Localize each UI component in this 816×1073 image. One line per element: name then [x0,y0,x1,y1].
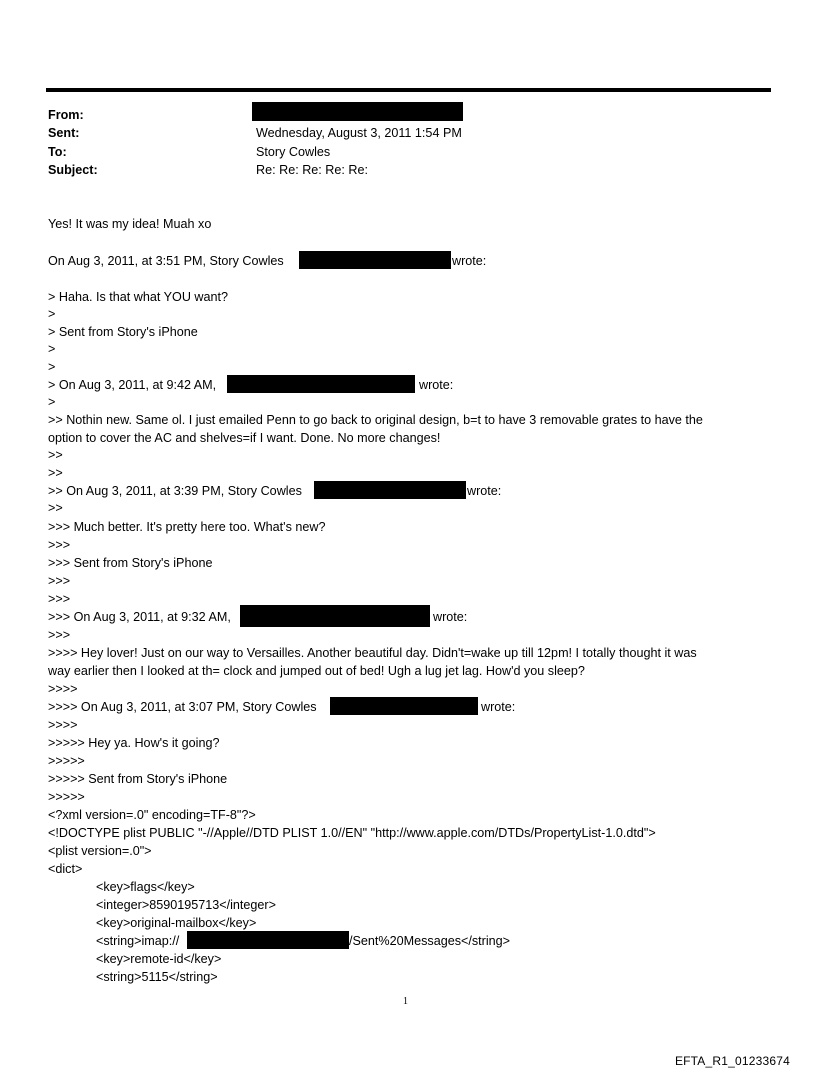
body-line: wrote: [419,378,454,392]
redacted-email [330,697,478,715]
body-line: >>> [48,592,71,606]
body-line: On Aug 3, 2011, at 3:51 PM, Story Cowles [48,254,284,268]
to-value: Story Cowles [256,145,331,159]
body-line: <key>original-mailbox</key> [96,916,257,930]
body-line: >>>> Hey lover! Just on our way to Versailles. Another beautiful day. Didn't=wake up till 12pm! I totally thought it was [48,646,697,660]
redacted-email [227,375,415,393]
header-rule [46,88,771,92]
body-line: >>>>> [48,790,85,804]
body-line: > Sent from Story's iPhone [48,325,198,339]
body-line: way earlier then I looked at th= clock and jumped out of bed! Ugh a lug jet lag. How'd you sleep? [48,664,585,678]
from-label: From: [48,108,84,122]
body-line: >>> [48,574,71,588]
subject-value: Re: Re: Re: Re: Re: [256,163,368,177]
body-line: > On Aug 3, 2011, at 9:42 AM, [48,378,217,392]
bates-number: EFTA_R1_01233674 [674,1054,790,1068]
body-line: wrote: [452,254,487,268]
body-line: > Haha. Is that what YOU want? [48,290,229,304]
page-number: 1 [403,996,408,1007]
body-line: >> On Aug 3, 2011, at 3:39 PM, Story Cowles [48,484,302,498]
redacted-email [240,605,430,627]
body-line: >>>>> [48,754,85,768]
sent-value: Wednesday, August 3, 2011 1:54 PM [256,126,462,140]
body-line: <string>imap:// [96,934,180,948]
body-line: <dict> [48,862,83,876]
subject-label: Subject: [48,163,98,177]
body-line: > [48,395,56,409]
body-line: <key>flags</key> [96,880,195,894]
body-line: > [48,342,56,356]
body-line: >> Nothin new. Same ol. I just emailed Penn to go back to original design, b=t to have 3 removable grates to have the [48,413,703,427]
body-line: >>>>> Sent from Story's iPhone [48,772,228,786]
body-line: wrote: [433,610,468,624]
body-line: >> [48,466,63,480]
body-line: option to cover the AC and shelves=if I want. Done. No more changes! [48,431,441,445]
body-line: >>> On Aug 3, 2011, at 9:32 AM, [48,610,231,624]
redacted-from [252,102,463,121]
body-line: wrote: [467,484,502,498]
body-line: <plist version=.0"> [48,844,152,858]
body-line: >>>> [48,718,78,732]
body-line: <string>5115</string> [96,970,218,984]
body-line: >>> Much better. It's pretty here too. What's new? [48,520,326,534]
body-line: >>>>> Hey ya. How's it going? [48,736,220,750]
body-line: > [48,307,56,321]
redacted-email [187,931,349,949]
body-line: <!DOCTYPE plist PUBLIC "-//Apple//DTD PLIST 1.0//EN" "http://www.apple.com/DTDs/PropertyList-1.0.dtd"> [48,826,656,840]
redacted-email [314,481,466,499]
body-line: >>>> On Aug 3, 2011, at 3:07 PM, Story Cowles [48,700,317,714]
to-label: To: [48,145,67,159]
redacted-email [299,251,451,269]
body-line: Yes! It was my idea! Muah xo [48,217,212,231]
body-line: >> [48,501,63,515]
body-line: <key>remote-id</key> [96,952,222,966]
body-line: > [48,360,56,374]
body-line: >>> [48,628,71,642]
body-line: >>> [48,538,71,552]
body-line: >> [48,448,63,462]
body-line: <?xml version=.0" encoding=TF-8"?> [48,808,256,822]
body-line: /Sent%20Messages</string> [349,934,511,948]
body-line: wrote: [481,700,516,714]
sent-label: Sent: [48,126,80,140]
body-line: <integer>8590195713</integer> [96,898,276,912]
body-line: >>>> [48,682,78,696]
body-line: >>> Sent from Story's iPhone [48,556,213,570]
